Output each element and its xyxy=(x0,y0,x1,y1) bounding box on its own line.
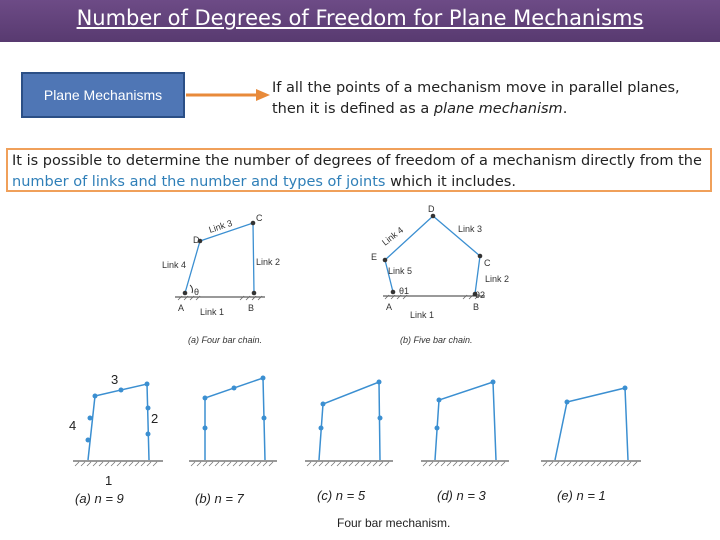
link-2-label: Link 2 xyxy=(256,257,281,267)
plane-mechanisms-box: Plane Mechanisms xyxy=(21,72,185,118)
five-point-d-label: D xyxy=(428,204,435,214)
five-link-2-label: Link 2 xyxy=(485,274,510,284)
four-bar-mechanism-row xyxy=(55,368,695,533)
five-bar-chain-diagram xyxy=(355,200,535,350)
caption-n5: (c) n = 5 xyxy=(317,488,366,503)
arrow-right-icon xyxy=(186,88,270,102)
five-point-b-label: B xyxy=(473,302,480,312)
five-link-3-label: Link 3 xyxy=(458,224,483,234)
five-point-a-label: A xyxy=(386,302,393,312)
point-a-label: A xyxy=(178,303,185,313)
theta-label: θ xyxy=(194,287,200,297)
five-link-1-label: Link 1 xyxy=(410,310,435,320)
definition-text xyxy=(272,78,712,120)
definition-line-1: If all the points of a mechanism move in parallel planes, xyxy=(272,80,680,96)
mech-label-2: 2 xyxy=(151,411,159,426)
definition-line-2-suffix: . xyxy=(562,101,568,117)
definition-line-2-prefix: then it is defined as a xyxy=(272,101,434,117)
theta-1-label: θ1 xyxy=(399,286,410,296)
page-title: Number of Degrees of Freedom for Plane Mechanisms xyxy=(76,6,644,30)
mechanism-footer: Four bar mechanism. xyxy=(337,516,451,530)
link-3-label: Link 3 xyxy=(207,217,234,235)
link-1-label: Link 1 xyxy=(200,307,225,317)
paragraph-highlight: number of links and the number and types of joints xyxy=(12,174,386,190)
link-4-label: Link 4 xyxy=(162,260,187,270)
mech-label-4: 4 xyxy=(69,418,77,433)
five-link-4-label: Link 4 xyxy=(380,224,406,248)
caption-n9: (a) n = 9 xyxy=(75,491,124,506)
point-d-label: D xyxy=(193,235,200,245)
five-link-5-label: Link 5 xyxy=(388,266,413,276)
theta-2-label: θ2 xyxy=(475,290,486,300)
mech-label-3: 3 xyxy=(111,372,119,387)
mech-label-1: 1 xyxy=(105,473,113,488)
point-b-label: B xyxy=(248,303,255,313)
paragraph-part-2: which it includes. xyxy=(385,174,516,190)
paragraph-part-1: It is possible to determine the number of degrees of freedom of a mechanism directly from the xyxy=(12,153,702,169)
four-bar-chain-diagram xyxy=(150,205,310,350)
definition-term: plane mechanism xyxy=(433,101,563,117)
dof-paragraph xyxy=(6,148,712,192)
five-point-e-label: E xyxy=(371,252,378,262)
caption-n3: (d) n = 3 xyxy=(437,488,486,503)
four-bar-caption: (a) Four bar chain. xyxy=(188,335,263,345)
five-bar-caption: (b) Five bar chain. xyxy=(400,335,473,345)
caption-n7: (b) n = 7 xyxy=(195,491,244,506)
point-c-label: C xyxy=(256,213,263,223)
five-point-c-label: C xyxy=(484,258,491,268)
caption-n1: (e) n = 1 xyxy=(557,488,606,503)
